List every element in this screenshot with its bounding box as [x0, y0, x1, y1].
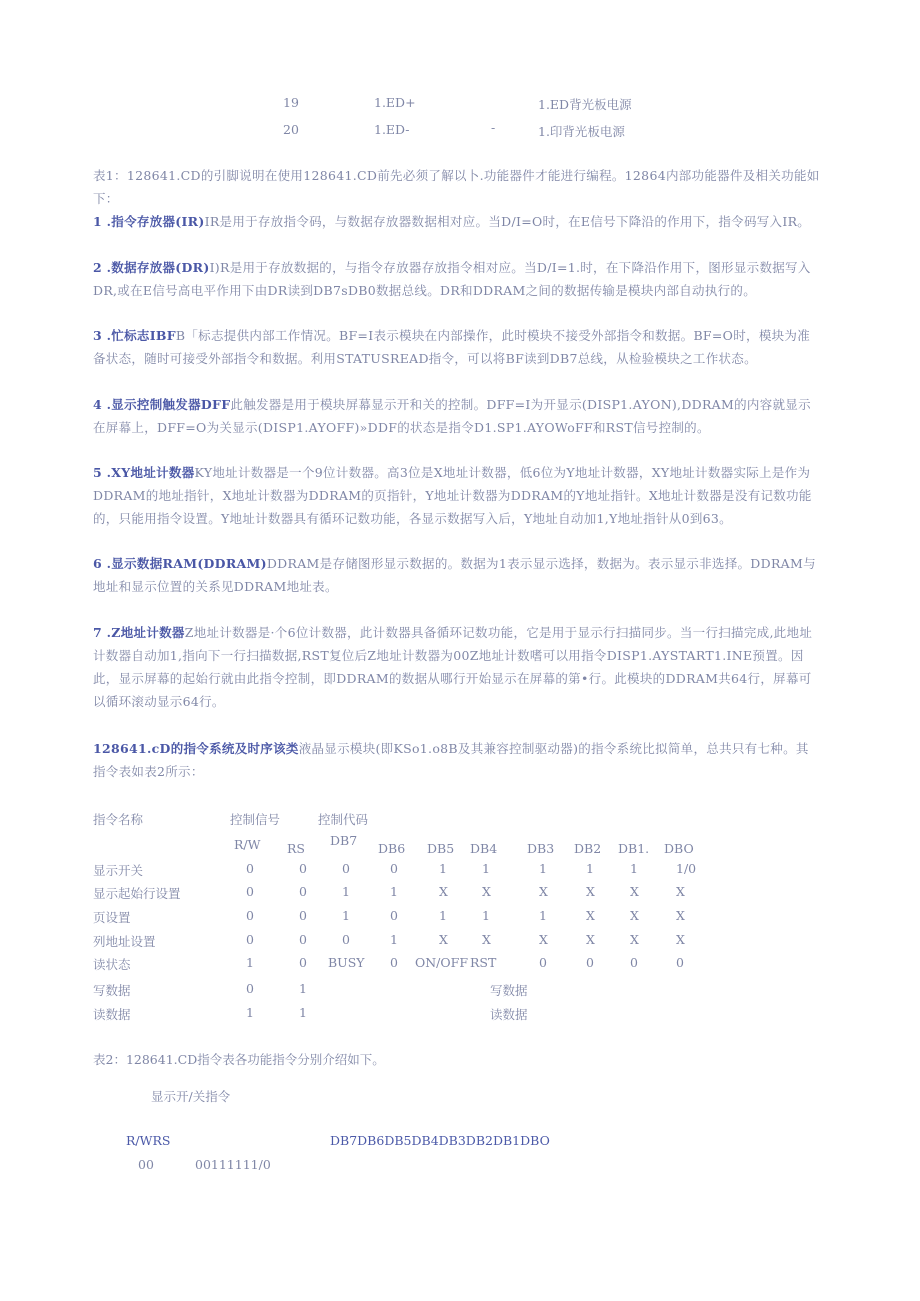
pin-dash-20: - — [491, 120, 496, 135]
table-cell: X — [586, 932, 595, 947]
pin-desc-19: 1.ED背光板电源 — [538, 97, 632, 112]
table-cell: 1 — [539, 861, 547, 876]
pin-name-19: 1.ED+ — [374, 95, 416, 110]
table-cell: X — [676, 908, 685, 923]
section-dff — [93, 393, 820, 439]
table-cell: X — [630, 908, 639, 923]
table-cell: BUSY — [328, 955, 365, 970]
table-cell: 0 — [539, 955, 547, 970]
table-head-code: 控制代码 — [318, 812, 369, 827]
table-row-name: 读数据 — [93, 1007, 131, 1022]
section-heading: 1 .指令存放器(IR) — [93, 214, 205, 229]
table-row-name: 写数据 — [93, 983, 131, 998]
table-col-header: DB5 — [427, 841, 455, 856]
table-col-header: DB3 — [527, 841, 555, 856]
table-cell: 1 — [482, 908, 490, 923]
table-cell: 0 — [390, 861, 398, 876]
table-cell: 0 — [676, 955, 684, 970]
bit-header-left: R/WRS — [126, 1133, 171, 1148]
section-heading: 2 .数据存放器(DR) — [93, 260, 210, 275]
table-cell: 0 — [342, 861, 350, 876]
table-cell: 0 — [299, 908, 307, 923]
table-cell: X — [482, 932, 491, 947]
table-col-header: RS — [287, 841, 305, 856]
section-body: IR是用于存放指令码，与数据存放器数据相对应。当D/I=O时，在E信号下降沿的作用下，指令码写入IR。 — [204, 214, 811, 229]
table-col-header: DB1. — [618, 841, 650, 856]
table-cell: 1 — [246, 1005, 254, 1020]
table-cell: 0 — [246, 908, 254, 923]
section-body: B「标志提供内部工作情况。BF=I表示模块在内部操作，此时模块不接受外部指令和数据。BF=O时，模块为准备状态，随时可接受外部指令和数据。利用STATUSREAD指令，可以将BF读到DB7总线，从检验模块之工作状态。 — [93, 328, 811, 366]
table-cell: 0 — [586, 955, 594, 970]
section-dr — [93, 256, 820, 302]
table-cell: 0 — [246, 861, 254, 876]
table-cell: 0 — [299, 861, 307, 876]
table-row-name: 读状态 — [93, 957, 131, 972]
table-cell: 1 — [299, 1005, 307, 1020]
table-cell: 0 — [246, 884, 254, 899]
table-cell: 1 — [246, 955, 254, 970]
bit-header-right: DB7DB6DB5DB4DB3DB2DB1DBO — [330, 1133, 550, 1148]
table-cell: X — [539, 884, 548, 899]
table-cell: X — [676, 884, 685, 899]
section-heading: 4 .显示控制触发器DFF — [93, 397, 231, 412]
table-cell: 1 — [482, 861, 490, 876]
table-cell: X — [630, 932, 639, 947]
table-cell: 1 — [539, 908, 547, 923]
pin-name-20: 1.ED- — [374, 122, 410, 137]
table-col-header: DB6 — [378, 841, 406, 856]
table-cell: 1 — [439, 908, 447, 923]
table-head-name: 指令名称 — [93, 812, 144, 827]
table-cell: ON/OFF — [415, 955, 468, 970]
table-row-name: 页设置 — [93, 910, 131, 925]
table-col-header: DB4 — [470, 841, 498, 856]
section-body: KY地址计数器是一个9位计数器。高3位是X地址计数器，低6位为Y地址计数器，XY地址计数器实际上是作为DDRAM的地址指针，X地址计数器为DDRAM的页指针，Y地址计数器为DDRAM的Y地址指针。X地址计数器是没有记数功能的，只能用指令设置。Y地址计数器具有循环记数功能，各显示数据写入后，Y地址自动加1,Y地址指针从0到63。 — [93, 465, 812, 526]
section-body: DDRAM是存储图形显示数据的。数据为1表示显示选择，数据为。表示显示非选择。DDRAM与地址和显示位置的关系见DDRAM地址表。 — [93, 556, 816, 594]
sub-heading: 显示开/关指令 — [151, 1089, 231, 1104]
table-head-ctrl: 控制信号 — [230, 812, 281, 827]
table-cell: 1 — [390, 932, 398, 947]
pin-num-20: 20 — [283, 122, 299, 137]
section-body: I)R是用于存放数据的，与指令存放器存放指令相对应。当D/I=1.时，在下降沿作用下，图形显示数据写入DR,或在E信号高电平作用下由DR读到DB7sDB0数据总线。DR和DDRAM之间的数据传输是模块内部自动执行的。 — [93, 260, 811, 298]
section-body: 液晶显示模块(即KSo1.o8B及其兼容控制驱动器)的指令系统比拟简单，总共只有七种。其指令表如表2所示： — [93, 741, 809, 779]
table-cell: 0 — [390, 955, 398, 970]
pin-desc-20: 1.印背光板电源 — [538, 124, 625, 139]
section-heading: 6 .显示数据RAM(DDRAM) — [93, 556, 267, 571]
bit-value-right: 00111111/0 — [195, 1157, 271, 1172]
pin-num-19: 19 — [283, 95, 299, 110]
table-col-header: DBO — [664, 841, 694, 856]
table-col-header: DB7 — [330, 833, 358, 848]
section-heading: 3 .忙标志IBF — [93, 328, 176, 343]
table-cell: X — [676, 932, 685, 947]
intro-paragraph: 表1：128641.CD的引脚说明在使用128641.CD前先必须了解以卜.功能器件才能进行编程。12864内部功能器件及相关功能如下： — [93, 168, 820, 206]
table-cell: 0 — [630, 955, 638, 970]
table-col-header: R/W — [234, 837, 261, 852]
table-cell: X — [586, 908, 595, 923]
table-cell: 1 — [439, 861, 447, 876]
table-cell: 1 — [299, 981, 307, 996]
table-cell: X — [539, 932, 548, 947]
table2-caption: 表2：128641.CD指令表各功能指令分别介绍如下。 — [93, 1052, 385, 1067]
section-body: 此触发器是用于模块屏幕显示开和关的控制。DFF=I为开显示(DISP1.AYON),DDRAM的内容就显示在屏幕上，DFF=O为关显示(DISP1.AYOFF)»DDF的状态是指令D1.SP1.AYOWoFF和RST信号控制的。 — [93, 397, 811, 435]
table-row-name: 显示起始行设置 — [93, 886, 181, 901]
table-cell: 0 — [246, 981, 254, 996]
table-cell: 0 — [299, 955, 307, 970]
section-heading: 128641.cD的指令系统及时序该类 — [93, 741, 299, 756]
table-cell: 0 — [299, 932, 307, 947]
table-cell: 1 — [586, 861, 594, 876]
table-cell: X — [630, 884, 639, 899]
table-cell: 0 — [342, 932, 350, 947]
section-ddram — [93, 552, 820, 598]
table-cell: X — [586, 884, 595, 899]
table-cell: RST — [470, 955, 497, 970]
section-bf — [93, 324, 820, 370]
table-cell: 1 — [342, 908, 350, 923]
table-col-header: DB2 — [574, 841, 602, 856]
section-xy — [93, 461, 820, 530]
table-cell: 1 — [630, 861, 638, 876]
table-cell: 1 — [390, 884, 398, 899]
table-cell: 写数据 — [490, 983, 528, 998]
table-row-name: 显示开关 — [93, 863, 144, 878]
table-cell: 0 — [390, 908, 398, 923]
section-z — [93, 621, 820, 713]
table-cell: X — [482, 884, 491, 899]
section-cmd-system — [93, 737, 820, 783]
section-ir — [93, 210, 820, 233]
section-heading: 5 .XY地址计数器 — [93, 465, 195, 480]
table-cell: 1/0 — [676, 861, 697, 876]
bit-value-left: 00 — [138, 1157, 154, 1172]
table-cell: 读数据 — [490, 1007, 528, 1022]
table-cell: X — [439, 932, 448, 947]
section-heading: 7 .Z地址计数器 — [93, 625, 185, 640]
table-row-name: 列地址设置 — [93, 934, 156, 949]
table-cell: 0 — [246, 932, 254, 947]
table-cell: X — [439, 884, 448, 899]
table-cell: 1 — [342, 884, 350, 899]
table-cell: 0 — [299, 884, 307, 899]
section-body: Z地址计数器是·个6位计数器，此计数器具备循环记数功能，它是用于显示行扫描同步。当一行扫描完成,此地址计数器自动加1,指向下一行扫描数据,RST复位后Z地址计数器为00Z地址计数嗜可以用指令DISP1.AYSTART1.INE预置。因此，显示屏幕的起始行就由此指令控制，即DDRAM的数据从哪行开始显示在屏幕的第•行。此模块的DDRAM共64行，屏幕可以循环滚动显示64行。 — [93, 625, 813, 709]
